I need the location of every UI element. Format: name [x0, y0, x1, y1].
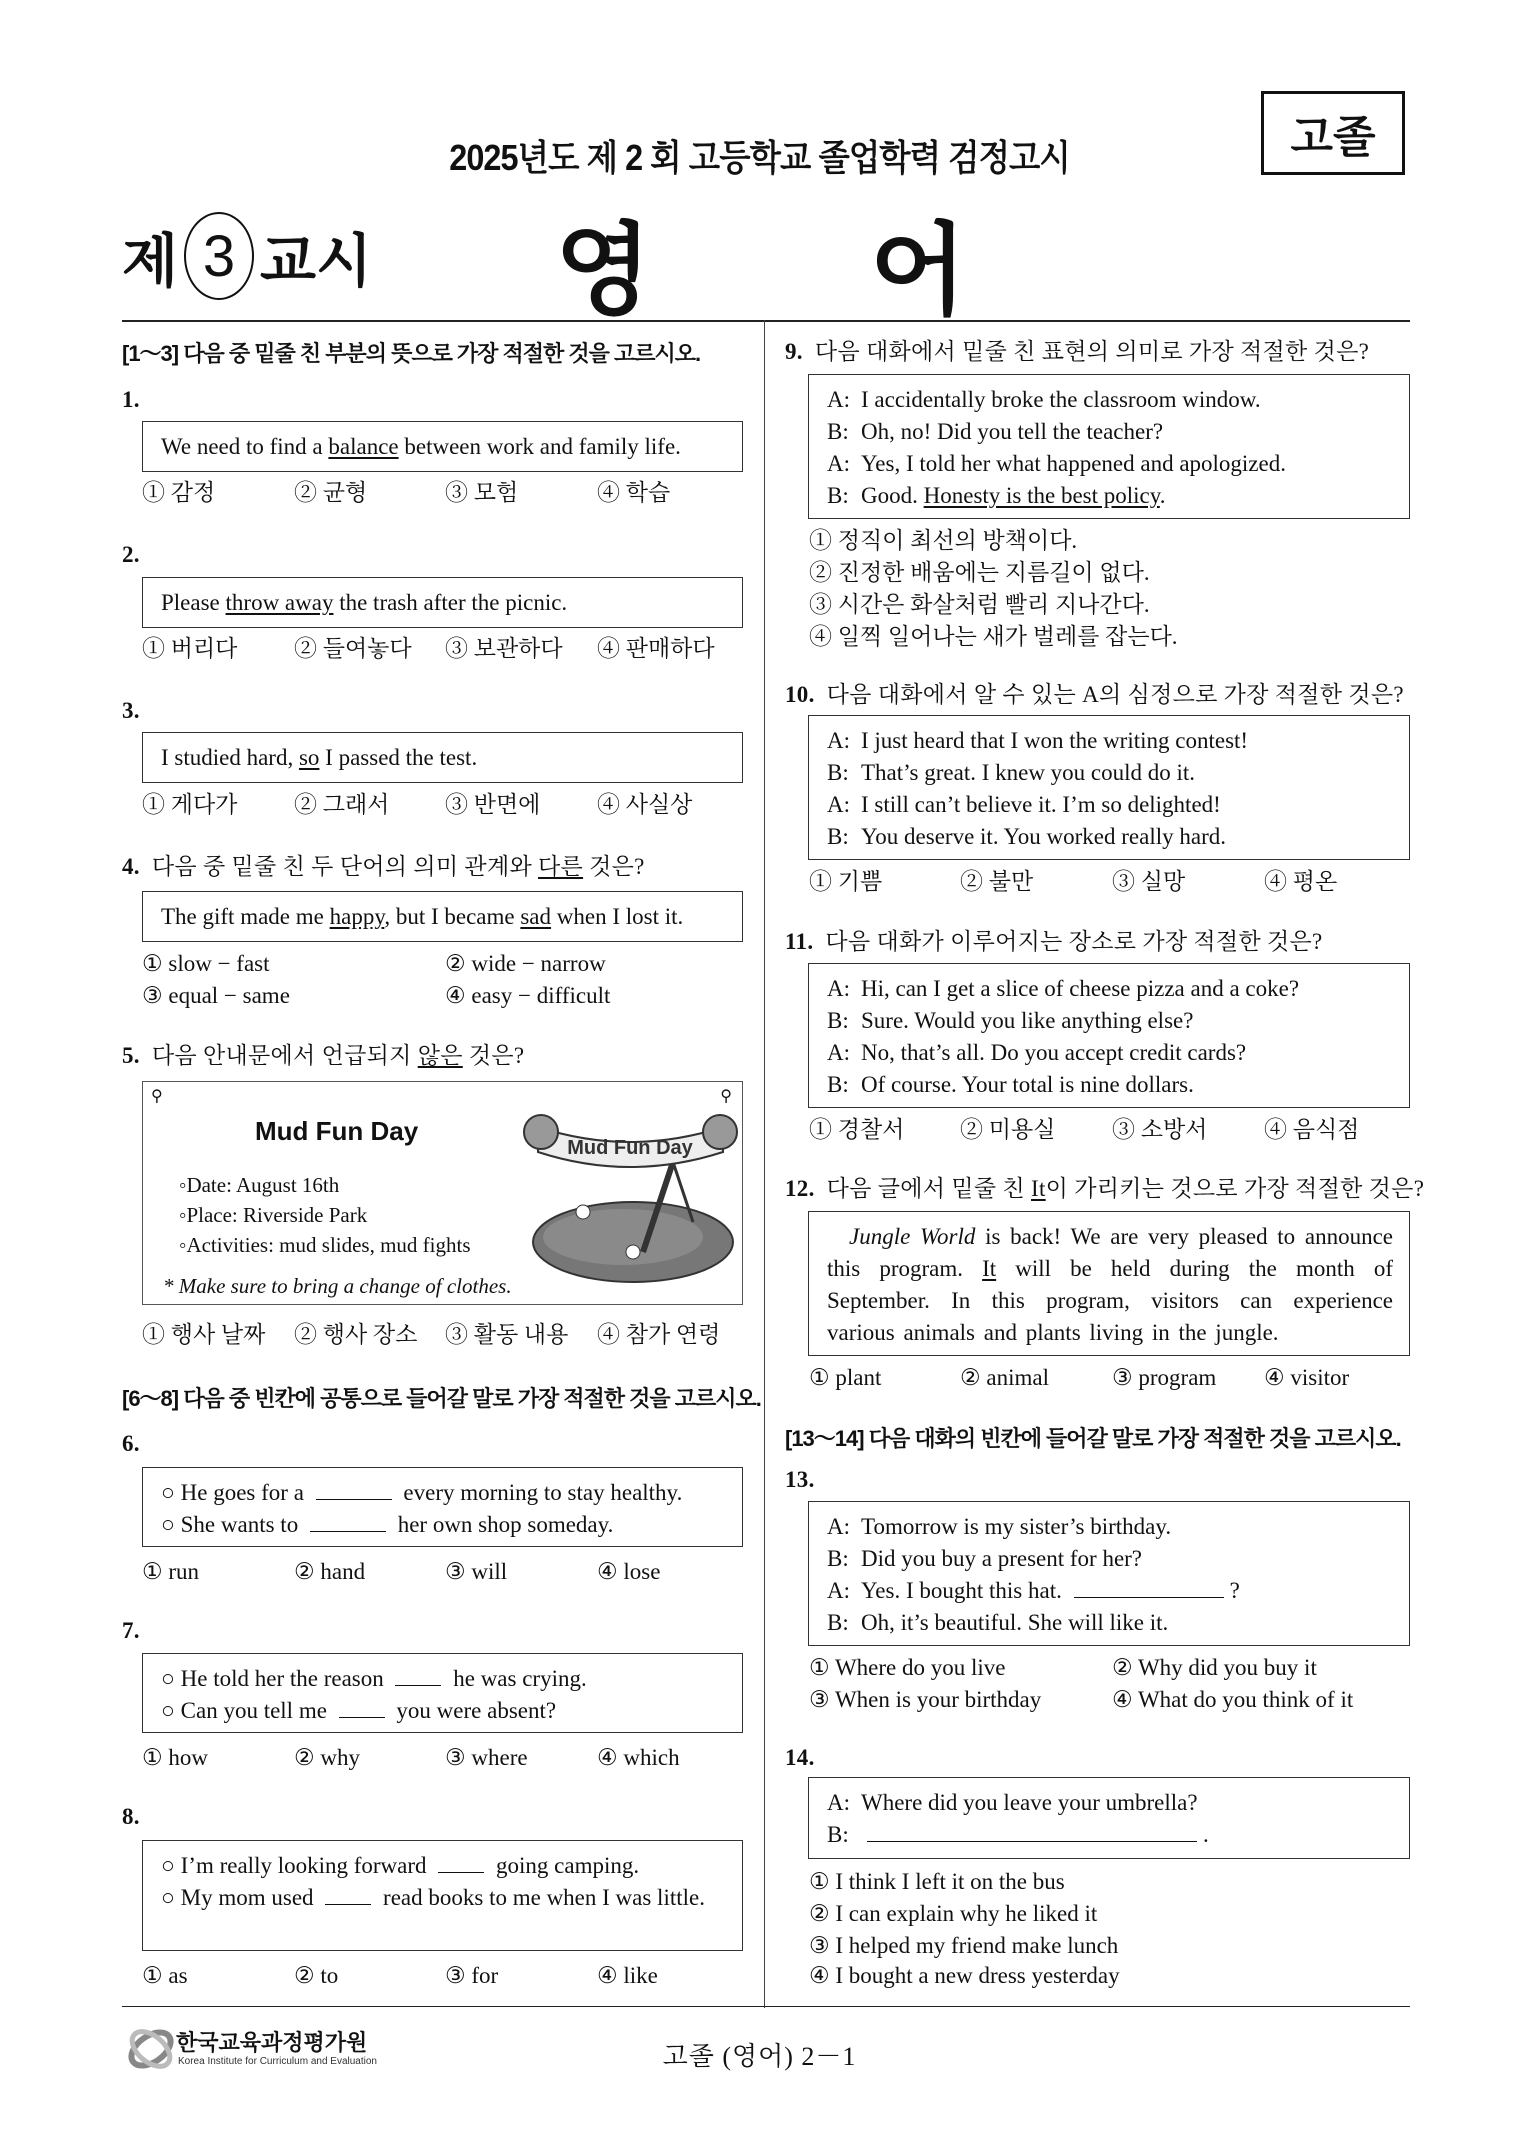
speaker-label: B: [827, 760, 849, 785]
text-segment: Sure. Would you like anything else? [861, 1008, 1194, 1033]
question-box [142, 577, 743, 628]
answer-option-1[interactable]: ① run [142, 1559, 200, 1584]
question-12 [785, 1173, 1424, 1205]
logo-korean-name: 한국교육과정평가원 [176, 2030, 368, 2055]
question-10 [785, 679, 1404, 711]
text-segment: is back! We are very pleased to announce this program. [827, 1224, 1393, 1281]
text-segment: ○ She wants to [161, 1512, 304, 1537]
answer-option-3[interactable]: ③ program [1112, 1365, 1217, 1390]
text-segment: ○ I’m really looking forward [161, 1853, 433, 1878]
answer-option-1[interactable]: ① Where do you live [809, 1655, 1006, 1680]
text-segment: Please [161, 590, 226, 615]
notice-title: Mud Fun Day [255, 1116, 419, 1146]
answer-option-1[interactable]: ① I think I left it on the bus [809, 1869, 1065, 1894]
underlined-phrase: It [982, 1256, 997, 1281]
text-segment: Yes. I bought this hat. [861, 1578, 1068, 1603]
text-segment: Oh, no! Did you tell the teacher? [861, 419, 1164, 444]
speaker-label: A: [827, 976, 850, 1001]
page-label: 고졸 (영어) 2－1 [662, 2042, 857, 2071]
question-number: 2. [122, 542, 140, 567]
question-number: 3. [122, 698, 140, 723]
answer-option-3[interactable]: ③ 실망 [1112, 869, 1186, 894]
text-segment: ○ My mom used [161, 1885, 320, 1910]
answer-option-2[interactable]: ② 균형 [294, 480, 368, 505]
text-segment: I accidentally broke the classroom window. [861, 387, 1261, 412]
answer-option-2[interactable]: ② I can explain why he liked it [809, 1901, 1098, 1926]
speaker-label: A: [827, 1578, 850, 1603]
answer-option-2[interactable]: ② Why did you buy it [1112, 1655, 1317, 1680]
question-prompt [825, 929, 1322, 954]
box-line [161, 1477, 726, 1509]
answer-blank [1074, 1575, 1224, 1598]
text-segment: Oh, it’s beautiful. She will like it. [861, 1610, 1169, 1635]
subject-char-2: 어 [870, 216, 967, 327]
question-box [142, 1467, 743, 1547]
question-number: 10. [785, 682, 815, 707]
text-segment: 다음 글에서 밑줄 친 [826, 1176, 1032, 1201]
text-segment: you were absent? [390, 1698, 557, 1723]
answer-option-2[interactable]: ② 그래서 [294, 792, 390, 817]
text-segment: when I lost it. [551, 904, 684, 929]
underlined-phrase: sad [520, 904, 552, 929]
question-4 [122, 851, 645, 883]
period-number: 3 [184, 212, 254, 300]
question-prompt [827, 682, 1404, 707]
answer-option-3[interactable]: ③ When is your birthday [809, 1687, 1042, 1712]
question-box [808, 374, 1410, 519]
question-number: 7. [122, 1618, 140, 1643]
answer-option-3[interactable]: ③ 소방서 [1112, 1117, 1208, 1142]
question-box [142, 1653, 743, 1733]
period-label [122, 212, 372, 300]
dialogue-line [827, 416, 1393, 448]
question-number: 12. [785, 1176, 815, 1201]
text-segment: 이 가리키는 것으로 가장 적절한 것은? [1045, 1176, 1425, 1201]
question-7 [122, 1615, 152, 1647]
answer-option-2[interactable]: ② animal [960, 1365, 1049, 1390]
box-line [161, 1509, 726, 1541]
speaker-label: A: [827, 1514, 850, 1539]
text-segment: No, that’s all. Do you accept credit cards? [861, 1040, 1247, 1065]
underlined-phrase: throw away [225, 590, 334, 615]
text-segment: Tomorrow is my sister’s birthday. [861, 1514, 1172, 1539]
answer-option-2[interactable]: ② to [294, 1963, 339, 1988]
answer-option-4[interactable]: ④ 음식점 [1264, 1117, 1360, 1142]
question-8 [122, 1801, 152, 1833]
question-14 [785, 1742, 827, 1774]
box-line [161, 901, 726, 933]
question-prompt [827, 1176, 1425, 1201]
text-segment: 다음 대화에서 밑줄 친 표현의 의미로 가장 적절한 것은? [814, 339, 1370, 364]
text-segment: , but I became [384, 904, 521, 929]
speaker-label: A: [827, 1790, 850, 1815]
text-segment: her own shop someday. [391, 1512, 614, 1537]
box-line [161, 1850, 726, 1882]
underlined-phrase: balance [328, 434, 399, 459]
dialogue-line [827, 1543, 1393, 1575]
section-instruction: [1～3] 다음 중 밑줄 친 부분의 뜻으로 가장 적절한 것을 고르시오. [122, 341, 701, 366]
question-13 [785, 1464, 827, 1496]
answer-option-3[interactable]: ③ 모험 [445, 480, 519, 505]
dialogue-line [827, 973, 1393, 1005]
answer-option-4[interactable]: ④ easy − difficult [445, 983, 611, 1008]
text-segment: read books to me when I was little. [377, 1885, 705, 1910]
text-segment: 것은? [583, 854, 645, 879]
text-segment: Did you buy a present for her? [861, 1546, 1143, 1571]
speaker-label: A: [827, 387, 850, 412]
question-box [142, 732, 743, 783]
answer-option-2[interactable]: ② 불만 [960, 869, 1034, 894]
answer-option-4[interactable]: ④ 학습 [597, 480, 671, 505]
dialogue-line [827, 1511, 1393, 1543]
answer-option-1[interactable]: ① 기쁨 [809, 869, 883, 894]
dialogue-line [827, 821, 1393, 853]
dialogue-line [827, 1575, 1393, 1607]
answer-option-1[interactable]: ① 경찰서 [809, 1117, 905, 1142]
answer-option-1[interactable]: ① how [142, 1745, 208, 1770]
text-segment: Where did you leave your umbrella? [861, 1790, 1198, 1815]
text-segment: 다음 대화에서 알 수 있는 A의 심정으로 가장 적절한 것은? [826, 682, 1404, 707]
answer-option-3[interactable]: ③ 반면에 [445, 792, 541, 817]
question-number: 14. [785, 1745, 815, 1770]
answer-blank [438, 1850, 484, 1873]
period-suffix: 교시 [260, 229, 373, 294]
answer-option-4[interactable]: ④ 평온 [1264, 869, 1338, 894]
answer-option-3[interactable]: ③ 활동 내용 [445, 1322, 569, 1347]
answer-option-4[interactable]: ④ lose [597, 1559, 661, 1584]
question-6 [122, 1428, 152, 1460]
text-segment: . [1159, 483, 1166, 508]
header-divider [122, 320, 1410, 322]
question-box [808, 963, 1410, 1108]
answer-option-1[interactable]: ① slow − fast [142, 951, 270, 976]
dialogue-line [827, 1005, 1393, 1037]
question-box [808, 715, 1410, 860]
text-segment: Good. [861, 483, 924, 508]
text-segment: ○ He told her the reason [161, 1666, 390, 1691]
question-number: 11. [785, 929, 814, 954]
notice-box [142, 1081, 743, 1305]
notice-item: ◦Place: Riverside Park [179, 1203, 368, 1227]
question-number: 1. [122, 387, 140, 412]
question-box [808, 1211, 1410, 1356]
exam-title: 2025년도 제 2 회 고등학교 졸업학력 검정고시 [449, 137, 1070, 178]
dialogue-line [827, 789, 1393, 821]
question-box [142, 891, 743, 942]
answer-option-4[interactable]: ④ 판매하다 [597, 636, 715, 661]
question-5 [122, 1040, 524, 1072]
question-number: 5. [122, 1043, 140, 1068]
question-number: 13. [785, 1467, 815, 1492]
answer-option-1[interactable]: ① plant [809, 1365, 882, 1390]
answer-blank [339, 1695, 385, 1718]
text-segment: going camping. [490, 1853, 640, 1878]
question-3 [122, 695, 152, 727]
underlined-phrase: 다른 [538, 854, 584, 879]
answer-blank [395, 1663, 441, 1686]
answer-option-1[interactable]: ① 정직이 최선의 방책이다. [809, 528, 1078, 553]
question-box [142, 1840, 743, 1951]
question-box [808, 1777, 1410, 1859]
dialogue-line [827, 757, 1393, 789]
question-box [808, 1501, 1410, 1646]
text-segment: Of course. Your total is nine dollars. [861, 1072, 1194, 1097]
italic-title: Jungle World [849, 1224, 976, 1249]
answer-option-4[interactable]: ④ 일찍 일어나는 새가 벌레를 잡는다. [809, 624, 1178, 649]
speaker-label: B: [827, 824, 849, 849]
answer-option-4[interactable]: ④ I bought a new dress yesterday [809, 1963, 1120, 1988]
text-segment: he was crying. [447, 1666, 587, 1691]
question-prompt [152, 1043, 525, 1068]
answer-option-2[interactable]: ② 미용실 [960, 1117, 1056, 1142]
answer-blank [310, 1509, 386, 1532]
answer-option-3[interactable]: ③ where [445, 1745, 528, 1770]
underlined-phrase: Honesty is the best policy [923, 483, 1160, 508]
box-line [161, 1663, 726, 1695]
speaker-label: A: [827, 1040, 850, 1065]
period-prefix: 제 [122, 229, 179, 294]
column-divider [764, 320, 765, 2008]
answer-option-2[interactable]: ② 들여놓다 [294, 636, 412, 661]
text-segment: 다음 대화가 이루어지는 장소로 가장 적절한 것은? [825, 929, 1323, 954]
text-segment: You deserve it. You worked really hard. [861, 824, 1226, 849]
question-prompt [152, 854, 645, 879]
underlined-phrase: so [298, 745, 320, 770]
speaker-label: A: [827, 451, 850, 476]
question-9 [785, 336, 1369, 368]
dialogue-line [827, 725, 1393, 757]
text-segment: will be held during the month of September. In this program, visitors can experience various animals and plants living in the jungle. [827, 1256, 1393, 1345]
dialogue-line [827, 448, 1393, 480]
text-segment: That’s great. I knew you could do it. [861, 760, 1196, 785]
box-line [161, 587, 726, 619]
underlined-phrase: happy [329, 904, 385, 929]
answer-option-1[interactable]: ① as [142, 1963, 188, 1988]
speaker-label: B: [827, 1008, 849, 1033]
speaker-label: A: [827, 728, 850, 753]
dialogue-line [827, 1037, 1393, 1069]
answer-blank [316, 1477, 392, 1500]
box-line [161, 431, 726, 463]
notice-note: * Make sure to bring a change of clothes. [163, 1274, 512, 1298]
speaker-label: B: [827, 1072, 849, 1097]
box-line [161, 742, 726, 774]
text-segment: ○ He goes for a [161, 1480, 310, 1505]
speaker-label: A: [827, 792, 850, 817]
banner-text: Mud Fun Day [567, 1137, 693, 1159]
answer-option-2[interactable]: ② hand [294, 1559, 366, 1584]
notice-item: ◦Activities: mud slides, mud fights [179, 1233, 471, 1257]
dialogue-line [827, 480, 1393, 512]
text-segment: We need to find a [161, 434, 329, 459]
answer-option-4[interactable]: ④ like [597, 1963, 658, 1988]
text-segment: ? [1229, 1578, 1240, 1603]
answer-option-1[interactable]: ① 게다가 [142, 792, 238, 817]
answer-blank [325, 1882, 371, 1905]
answer-option-4[interactable]: ④ 참가 연령 [597, 1322, 721, 1347]
level-badge: 고졸 [1261, 91, 1405, 175]
answer-option-3[interactable]: ③ equal − same [142, 983, 290, 1008]
answer-option-4[interactable]: ④ 사실상 [597, 792, 693, 817]
question-box [142, 421, 743, 472]
notice-item: ◦Date: August 16th [179, 1173, 340, 1197]
text-segment: Yes, I told her what happened and apologized. [861, 451, 1286, 476]
text-segment: ○ Can you tell me [161, 1698, 333, 1723]
text-segment: Hi, can I get a slice of cheese pizza and a coke? [861, 976, 1300, 1001]
question-1 [122, 384, 152, 416]
underlined-phrase: It [1031, 1176, 1046, 1201]
question-11 [785, 926, 1323, 958]
footer-divider [122, 2006, 1410, 2007]
section-instruction: [13～14] 다음 대화의 빈칸에 들어갈 말로 가장 적절한 것을 고르시오. [785, 1426, 1401, 1451]
question-2 [122, 539, 152, 571]
answer-option-3[interactable]: ③ will [445, 1559, 508, 1584]
subject-char-1: 영 [555, 216, 652, 327]
answer-option-3[interactable]: ③ 시간은 화살처럼 빨리 지나간다. [809, 592, 1150, 617]
dialogue-line [827, 1607, 1393, 1639]
answer-option-2[interactable]: ② wide − narrow [445, 951, 606, 976]
section-instruction: [6～8] 다음 중 빈칸에 공통으로 들어갈 말로 가장 적절한 것을 고르시오. [122, 1386, 761, 1411]
answer-option-4[interactable]: ④ visitor [1264, 1365, 1350, 1390]
text-segment: . [1203, 1822, 1209, 1847]
underlined-phrase: 않은 [417, 1043, 463, 1068]
question-number: 9. [785, 339, 803, 364]
dialogue-line [827, 1069, 1393, 1101]
text-segment: The gift made me [161, 904, 330, 929]
answer-option-3[interactable]: ③ 보관하다 [445, 636, 563, 661]
box-line [161, 1695, 726, 1727]
pushpin-icon: ⚲ [151, 1088, 163, 1105]
dialogue-line [827, 1819, 1393, 1851]
answer-option-2[interactable]: ② why [294, 1745, 360, 1770]
text-segment: 것은? [462, 1043, 525, 1068]
answer-blank [867, 1819, 1197, 1842]
pushpin-icon: ⚲ [720, 1088, 732, 1105]
text-segment: between work and family life. [398, 434, 681, 459]
box-line [161, 1882, 726, 1914]
text-segment: I studied hard, [161, 745, 299, 770]
text-segment: 다음 중 밑줄 친 두 단어의 의미 관계와 [151, 854, 539, 879]
answer-option-1[interactable]: ① 감정 [142, 480, 216, 505]
dialogue-line [827, 1787, 1393, 1819]
answer-option-3[interactable]: ③ I helped my friend make lunch [809, 1933, 1119, 1958]
speaker-label: B: [827, 419, 849, 444]
answer-option-3[interactable]: ③ for [445, 1963, 499, 1988]
mud-festival-illustration [523, 1102, 738, 1292]
speaker-label: B: [827, 1822, 849, 1847]
text-segment: the trash after the picnic. [333, 590, 568, 615]
text-segment: I just heard that I won the writing contest! [861, 728, 1249, 753]
text-segment: I still can’t believe it. I’m so delighted! [861, 792, 1221, 817]
answer-option-1[interactable]: ① 행사 날짜 [142, 1322, 266, 1347]
question-number: 6. [122, 1431, 140, 1456]
dialogue-line [827, 384, 1393, 416]
speaker-label: B: [827, 483, 849, 508]
answer-option-2[interactable]: ② 진정한 배움에는 지름길이 없다. [809, 560, 1150, 585]
answer-option-2[interactable]: ② 행사 장소 [294, 1322, 418, 1347]
question-number: 8. [122, 1804, 140, 1829]
answer-option-4[interactable]: ④ What do you think of it [1112, 1687, 1354, 1712]
question-prompt [815, 339, 1369, 364]
question-number: 4. [122, 854, 140, 879]
answer-option-4[interactable]: ④ which [597, 1745, 680, 1770]
text-segment: 다음 안내문에서 언급되지 [151, 1043, 418, 1068]
speaker-label: B: [827, 1546, 849, 1571]
text-segment: every morning to stay healthy. [397, 1480, 683, 1505]
answer-option-1[interactable]: ① 버리다 [142, 636, 238, 661]
text-segment: I passed the test. [319, 745, 478, 770]
speaker-label: B: [827, 1610, 849, 1635]
logo-english-name: Korea Institute for Curriculum and Evaluation [178, 2056, 377, 2067]
box-line [827, 1221, 1393, 1349]
